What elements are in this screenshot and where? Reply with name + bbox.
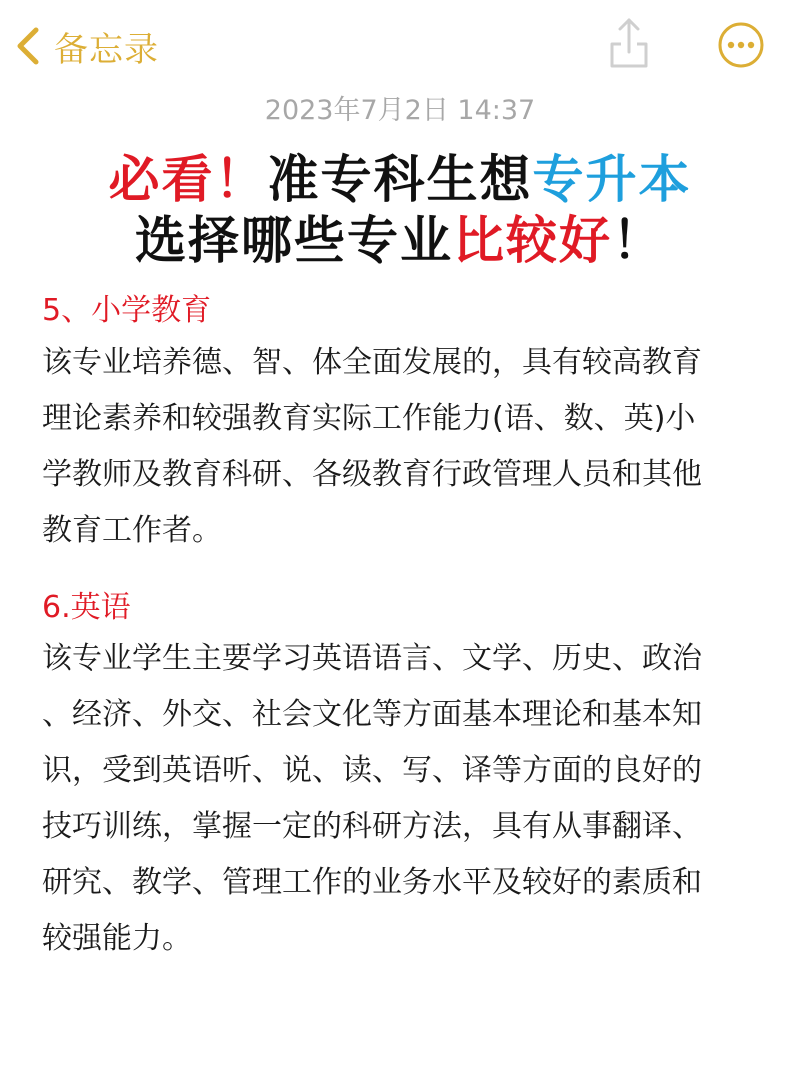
section-body-english (42, 631, 762, 967)
title-exclamation: ！ (612, 212, 666, 271)
back-button[interactable] (14, 22, 159, 70)
body-line: 教育工作者。 (42, 513, 222, 548)
body-line: 研究、教学、管理工作的业务水平及较好的素质和 (42, 865, 702, 900)
navigation-bar (0, 0, 800, 90)
back-label: 备忘录 (54, 29, 159, 70)
body-line: 识，受到英语听、说、读、写、译等方面的良好的 (42, 753, 702, 788)
title-highlight-must-see: 必看！ (108, 151, 268, 210)
title-highlight-upgrade: 专升本 (532, 151, 692, 210)
section-body-primary-education (42, 335, 762, 559)
more-icon (717, 21, 765, 69)
note-date: 2023年7月2日 14:37 (264, 95, 536, 126)
share-button[interactable] (606, 16, 652, 70)
body-line: 学教师及教育科研、各级教育行政管理人员和其他 (42, 457, 702, 492)
section-heading-english: 6.英语 (42, 590, 131, 625)
body-line: 、经济、外交、社会文化等方面基本理论和基本知 (42, 697, 702, 732)
body-line: 理论素养和较强教育实际工作能力(语、数、英)小 (42, 401, 696, 436)
body-line: 该专业培养德、智、体全面发展的，具有较高教育 (42, 345, 702, 380)
share-icon (606, 16, 652, 70)
body-line: 较强能力。 (42, 921, 192, 956)
title-highlight-better: 比较好 (452, 212, 612, 271)
body-line: 技巧训练，掌握一定的科研方法，具有从事翻译、 (42, 809, 702, 844)
note-title-line-2 (0, 199, 800, 273)
body-line: 该专业学生主要学习英语语言、文学、历史、政治 (42, 641, 702, 676)
section-heading-primary-education: 5、小学教育 (42, 293, 212, 328)
chevron-left-icon (14, 26, 42, 66)
more-button[interactable] (717, 21, 765, 69)
title-text: 准专科生想 (267, 151, 533, 210)
title-text: 选择哪些专业 (134, 212, 453, 271)
